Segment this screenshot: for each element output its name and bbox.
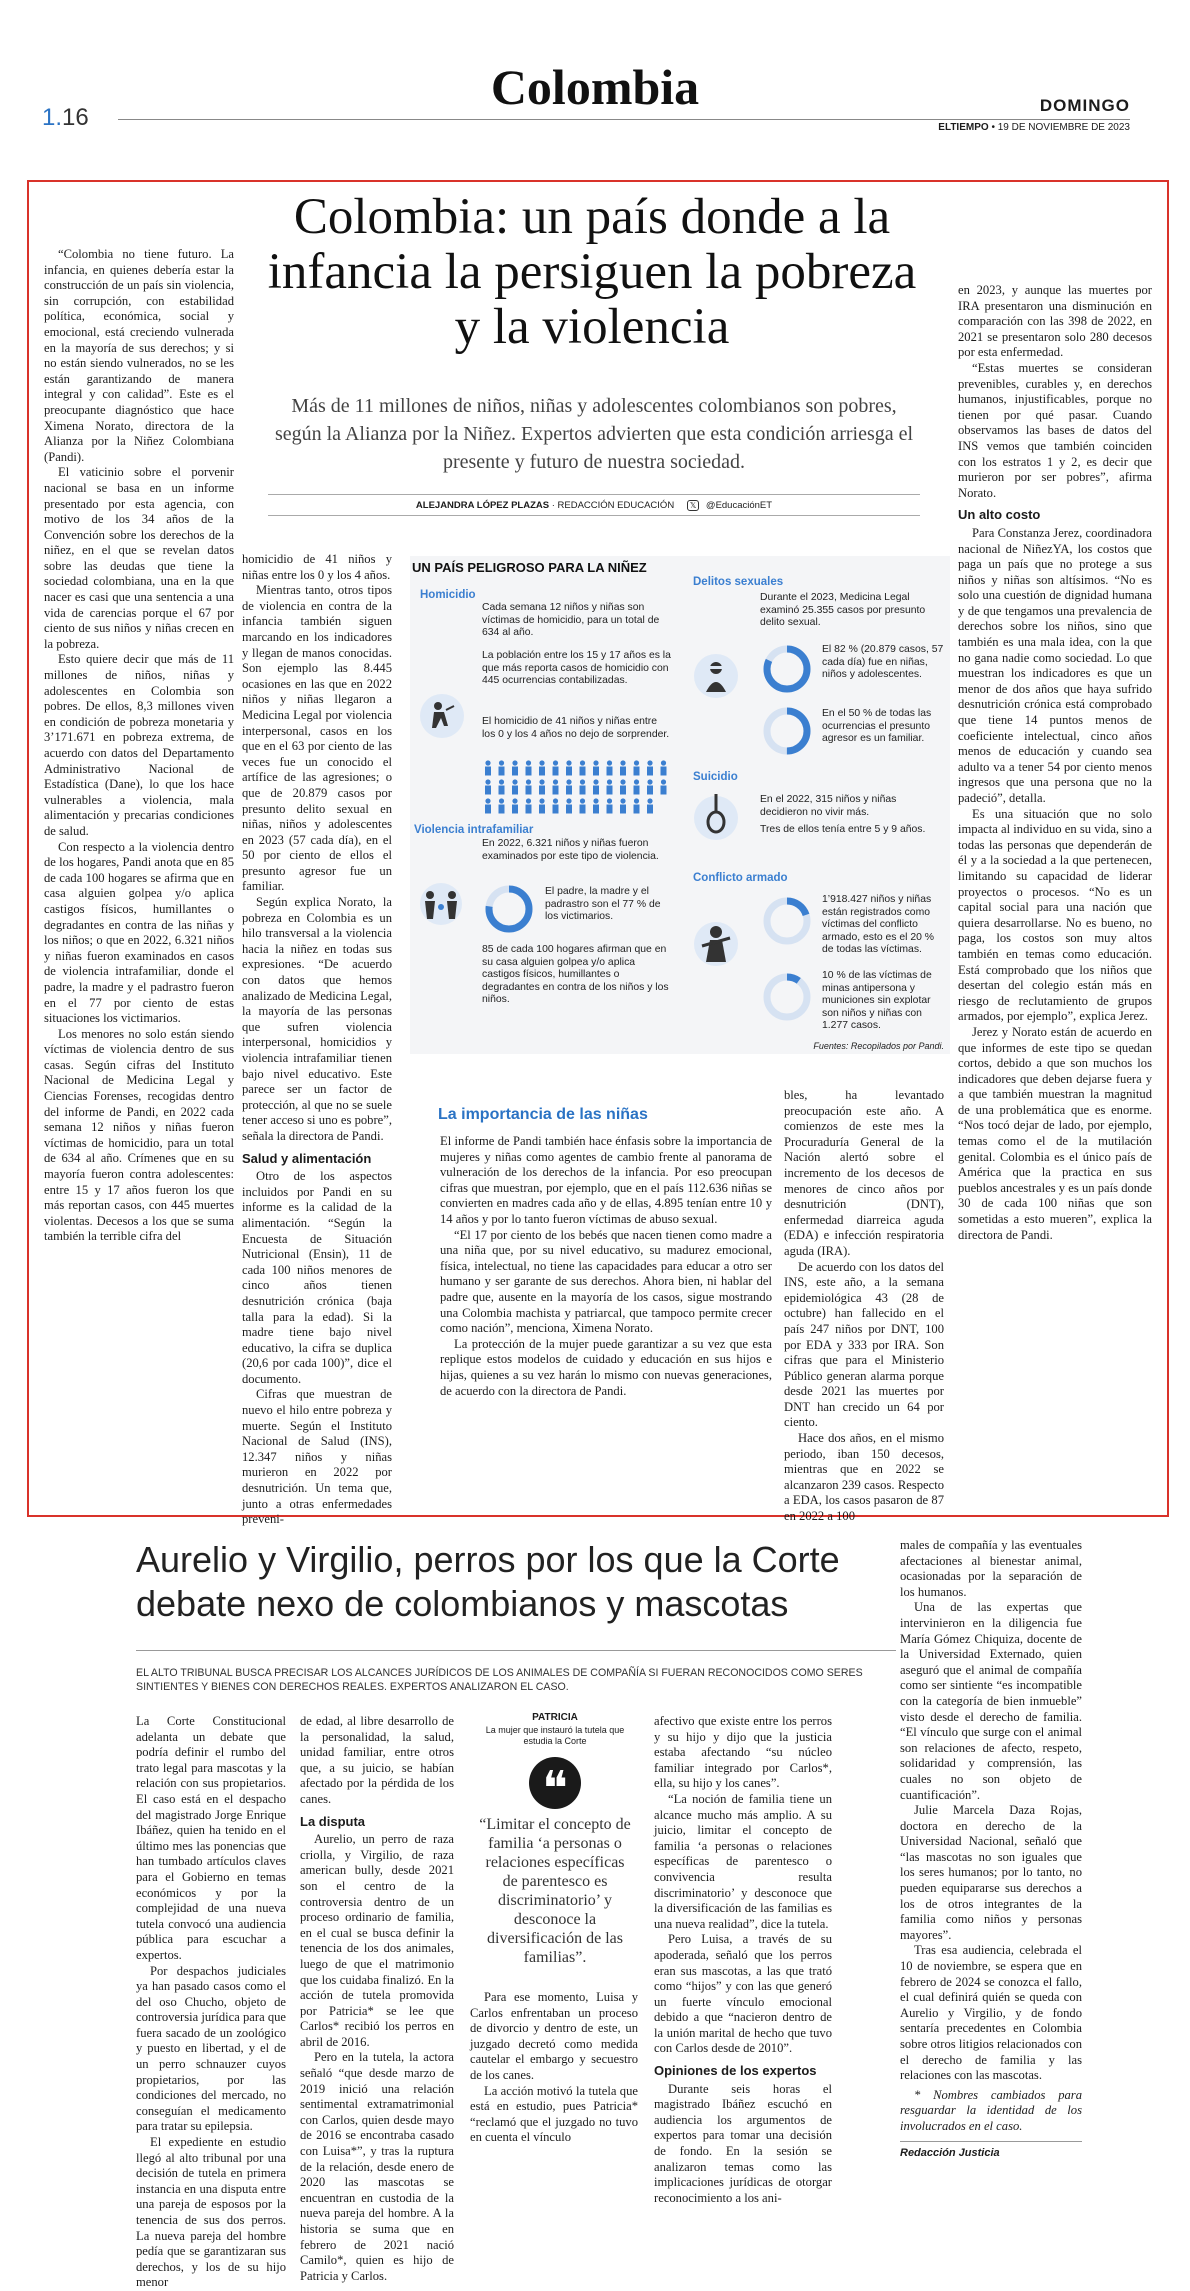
paragraph: Julie Marcela Daza Rojas, doctora en derecho de la Universidad Nacional, señaló que “las mascotas no son iguales que los seres humanos; por lo tanto, no pueden equipararse sus derechos a los de otros integrantes de la familia como niños y personas mayores”. bbox=[900, 1803, 1082, 1942]
article2-col-2 bbox=[300, 1714, 454, 2284]
mid-heading: La importancia de las niñas bbox=[438, 1106, 648, 1123]
paragraph: Para ese momento, Luisa y Carlos enfrentaban un proceso de divorcio y dentro de este, un juzgado decretó como medida cautelar el embargo y secuestro de los canes. bbox=[470, 1990, 638, 2082]
child-figure bbox=[499, 779, 505, 794]
child-figure bbox=[512, 760, 518, 775]
byline-handle: @EducaciónET bbox=[705, 500, 773, 511]
child-figure bbox=[593, 760, 599, 775]
vio-text-1: En 2022, 6.321 niños y niñas fueron examinados por este tipo de violencia. bbox=[482, 838, 659, 862]
paragraph: La Corte Constitucional adelanta un debate que podría definir el rumbo del trato legal para mascotas y la relación con sus propietarios. El caso está en el despacho del magistrado Jorge Enrique Ibáñez, quien ha tenido en el último mes las ponencias que han tumbado artículos claves para el Gobierno en temas económicos y por la complejidad de una nueva tutela convocó una audiencia pública para escuchar a expertos. bbox=[136, 1714, 286, 1962]
child-figure bbox=[661, 779, 667, 794]
article-title: Colombia: un país donde a la infancia la persiguen la pobreza y la violencia bbox=[267, 189, 917, 355]
child-figure bbox=[485, 779, 491, 794]
child-figure bbox=[526, 798, 532, 813]
child-figure bbox=[539, 779, 545, 794]
page-num: 16 bbox=[62, 104, 89, 131]
paragraph: El informe de Pandi también hace énfasis sobre la importancia de mujeres y niñas como agentes de cambio frente al panorama de vulneración de los derechos de la infancia. Por eso preocupan cifras que muestran, por ejemplo, que en el país 112.636 niñas se convierten en madres cada año y de ellas, 4.895 tenían entre 10 y 14 años y por lo tanto fueron víctimas de abuso sexual. bbox=[440, 1134, 772, 1226]
article2-col-5 bbox=[900, 1538, 1082, 2161]
paragraph: “Estas muertes se consideran prevenibles, curables y, en derechos humanos, injustificables, porque no tienen por qué pasar. Cuando observamos las bases de datos del INS vemos que también coinciden con los estratos 1 y 2, es decir que murieron por ser pobres”, afirma Norato. bbox=[958, 360, 1152, 500]
paragraph: “La noción de familia tiene un alcance mucho más amplio. A su juicio, limitar el concepto de familia ‘a personas o relaciones específicas de parentesco o convivencia resulta discriminatorio’ y desconoce que la diversificación de las familias es una nueva realidad”, dice la tutela. bbox=[654, 1791, 832, 1931]
child-figure bbox=[499, 798, 505, 813]
paragraph: Durante seis horas el magistrado Ibáñez escuchó en audiencia los argumentos de expertos para tomar una decisión de fondo. En la sesión se analizaron temas como las implicaciones jurídicas de otorgar reconocimiento a los ani- bbox=[654, 2081, 832, 2205]
paragraph: de edad, al libre desarrollo de la personalidad, la salud, unidad familiar, entre otros que, a su juicio, se habían afectado por la pérdida de los canes. bbox=[300, 1714, 454, 1806]
child-figure bbox=[647, 760, 653, 775]
child-figure bbox=[620, 760, 626, 775]
delitos-heading: Delitos sexuales bbox=[693, 576, 784, 588]
child-figure bbox=[607, 798, 613, 813]
hom-text-3: El homicidio de 41 niños y niñas entre los 0 y los 4 años no dejo de sorprender. bbox=[482, 716, 670, 740]
child-figure bbox=[593, 798, 599, 813]
paragraph: males de compañía y las eventuales afectaciones al bienestar animal, ocasionadas por la separación de los humanos. bbox=[900, 1538, 1082, 1599]
article2-col-1 bbox=[136, 1714, 286, 2291]
rope-icon bbox=[692, 792, 740, 849]
paragraph: Esto quiere decir que más de 11 millones de niños, niñas y adolescentes en Colombia son pobres. De ellos, 8,3 millones viven en condición de pobreza monetaria y 3’171.671 en pobreza extrema, de acuerdo con datos del Departamento Administrativo Nacional de Estadística (Dane), lo que los hace vulnerables a violencia, mala alimentación y precarias condiciones de salud. bbox=[44, 652, 234, 838]
page-prefix: 1. bbox=[42, 104, 63, 131]
suicidio-heading: Suicidio bbox=[693, 771, 738, 783]
paragraph: Los menores no solo están siendo víctimas de violencia dentro de sus casas. Según cifras del Instituto Nacional de Medicina Legal y Ciencias Forenses, recogidas dentro del informe de Pandi, en 2022 cada semana 12 niños y niñas fueron víctimas de homicidio, para un total de 634 al año. Crímenes que en su mayoría fueron contra adolescentes: entre 15 y 17 años fueron los que más reportan casos, con 445 muertes violentas. Decesos a los que se suma también la terrible cifra del bbox=[44, 1026, 234, 1244]
paragraph: “Colombia no tiene futuro. La infancia, en quienes debería estar la construcción de un país sin violencia, sin corrupción, con estabilidad política, económica, social y emocional, está creciendo vulnerada en la mayoría de sus derechos; y si no están siendo vulnerados, no se les están garantizando de manera integral y con calidad”. Este es el preocupante diagnóstico que hace Ximena Norato, directora de la Alianza por la Niñez Colombiana (Pandi). bbox=[44, 247, 234, 464]
conflicto-heading: Conflicto armado bbox=[693, 872, 788, 884]
child-figure bbox=[580, 798, 586, 813]
con-text-1: 1’918.427 niños y niñas están registrados como víctimas del conflicto armado, esto es el 20 % de todas las víctimas. bbox=[822, 894, 935, 956]
footnote: * Nombres cambiados para resguardar la identidad de los involucrados en el caso. bbox=[900, 2087, 1082, 2133]
infographic bbox=[410, 556, 950, 1054]
child-figure bbox=[580, 760, 586, 775]
article2-col-4 bbox=[654, 1714, 832, 2206]
article-col-2 bbox=[242, 552, 392, 1528]
subhead: Opiniones de los expertos bbox=[654, 2063, 817, 2079]
paragraph: El expediente en estudio llegó al alto tribunal por una decisión de tutela en primera instancia en una disputa entre una pareja de esposos por la tenencia de sus dos perros. La nueva pareja del hombre pedía que se garantizaran sus derechos, y los de su hijo menor bbox=[136, 2135, 286, 2290]
paragraph: Jerez y Norato están de acuerdo en que informes de este tipo se quedan cortos, debido a que son muchos los indicadores que deben dejarse fuera y a que también muestran la magnitud de una problemática que es enorme. “Nos tocó dejar de lado, por ejemplo, temas como el de la mutilación genital. Colombia es el único país de América que la practica en sus pueblos ancestrales y es un país donde 30 de cada 100 niñas que son sometidas a esto mueren”, explica la directora de Pandi. bbox=[958, 1024, 1152, 1242]
child-figure bbox=[607, 779, 613, 794]
child-figure bbox=[539, 798, 545, 813]
paragraph: homicidio de 41 niños y niñas entre los 0 y los 4 años. bbox=[242, 552, 392, 582]
soldier-icon bbox=[692, 916, 740, 977]
article2-deck: EL ALTO TRIBUNAL BUSCA PRECISAR LOS ALCANCES JURÍDICOS DE LOS ANIMALES DE COMPAÑÍA SI FUERAN RECONOCIDOS COMO SERES SINTIENTES Y BIENES CON DERECHOS REALES. EXPERTOS ANALIZARON EL CASO. bbox=[136, 1667, 863, 1693]
article2-rule bbox=[136, 1650, 896, 1651]
byline-row bbox=[268, 494, 920, 516]
article-col-right bbox=[958, 283, 1152, 1243]
header-day: DOMINGO bbox=[1039, 96, 1130, 115]
subhead: La disputa bbox=[300, 1813, 366, 1829]
vio-text-2: El padre, la madre y el padrastro son el 77 % de los victimarios. bbox=[545, 886, 661, 923]
figures-grid bbox=[480, 756, 675, 816]
paragraph: Pero Luisa, a través de su apoderada, señaló que los perros eran sus mascotas, a las que trató como “hijos” y con las que generó un fuerte vínculo emocional debido a que “nacieron dentro de la unión marital de hecho que tuvo con Carlos desde de 2010”. bbox=[654, 1932, 832, 2056]
header-date bbox=[938, 122, 1130, 133]
child-figure bbox=[607, 760, 613, 775]
article2-title: Aurelio y Virgilio, perros por los que la Corte debate nexo de colombianos y mascotas bbox=[136, 1539, 840, 1624]
child-figure bbox=[526, 760, 532, 775]
child-figure bbox=[566, 760, 572, 775]
del-ring-2 bbox=[760, 704, 814, 758]
vio-ring bbox=[482, 882, 536, 936]
paragraph: “El 17 por ciento de los bebés que nacen tienen como madre a una niña que, por su nivel educativo, su madurez emocional, física, intelectual, no tiene las capacidades para educar a otro ser humano y ser garante de sus derechos. Ahora bien, ni hablar del padre que, ausente en la mayoría de los casos, sigue mostrando una Colombia machista y patriarcal, que tampoco permite crecer como nación”, menciona, Ximena Norato. bbox=[440, 1227, 772, 1336]
child-figure bbox=[485, 760, 491, 775]
quote-desc: La mujer que instauró la tutela que estudia la Corte bbox=[485, 1725, 625, 1746]
con-ring-1 bbox=[760, 894, 814, 948]
paragraph: Aurelio, un perro de raza criolla, y Virgilio, de raza american bully, desde 2021 son el centro de la controversia dentro de un proceso ordinario de familia, en el cual se busca definir la tenencia de los dos animales, luego de que el matrimonio que los cuidaba finalizó. En la acción de tutela promovida por Patricia* se lee que Carlos* recibió los perros en abril de 2016. bbox=[300, 1832, 454, 2049]
paragraph: Para Constanza Jerez, coordinadora nacional de NiñezYA, los costos que paga un país que no protege a sus niños y niñas son altísimos. “No es solo una cuestión de dignidad humana y de que tengamos una prevalencia de derechos sobre los niños, sino que también es una mala idea, con la que no gana nadie como sociedad. Lo que muestran los indicadores es que un menor de dos años que haya sufrido desnutrición crónica está comprobado que tiene 14 puntos menos de coeficiente intelectual, cinco años menos de educación y cuando sea adulto va a tener 54 por ciento menos ingresos que una persona que no la padeció”, detalla. bbox=[958, 525, 1152, 805]
byline-dept: · REDACCIÓN EDUCACIÓN bbox=[551, 500, 675, 511]
quote-name: PATRICIA bbox=[532, 1712, 578, 1723]
paragraph: afectivo que existe entre los perros y su hijo y dijo que la justicia estaba afectando “su núcleo familiar integrado por Carlos*, ella, su hijo y los canes”. bbox=[654, 1714, 832, 1791]
article-col-mid2 bbox=[784, 1088, 944, 1525]
child-figure bbox=[593, 779, 599, 794]
paragraph: El vaticinio sobre el porvenir nacional se basa en un informe presentado por esta agencia, con motivo de los 34 años de la Convención sobre los derechos de la niñez, en el que se revelan datos sobre las deudas que tiene la sociedad colombiana, una en la que nacer es casi que una sentencia a una vida de carencias porque el 67 por ciento de sus niños y niñas crecen en la pobreza. bbox=[44, 465, 234, 651]
child-figure bbox=[634, 798, 640, 813]
article-col-mid bbox=[440, 1134, 772, 1399]
date-text: • 19 DE NOVIEMBRE DE 2023 bbox=[991, 122, 1130, 133]
child-figure bbox=[553, 779, 559, 794]
con-ring-2 bbox=[760, 970, 814, 1024]
article-lede: Más de 11 millones de niños, niñas y adolescentes colombianos son pobres, según la Alianza por la Niñez. Expertos advierten que esta condición arriesga el presente y futuro de nuestra sociedad. bbox=[274, 395, 914, 473]
paragraph: Hace dos años, en el mismo periodo, iban 150 decesos, mientras que en 2022 se alcanzaron 239 casos. Respecto a EDA, los casos pasaron de 87 en 2022 a 100 bbox=[784, 1431, 944, 1524]
violencia-heading: Violencia intrafamiliar bbox=[414, 824, 534, 836]
con-text-2: 10 % de las víctimas de minas antipersona y municiones sin explotar son niños y niñas con 1.277 casos. bbox=[822, 970, 932, 1032]
child-figure bbox=[512, 798, 518, 813]
paragraph: Mientras tanto, otros tipos de violencia en contra de la infancia también siguen marcando en los indicadores y llegan de manos conocidas. Son ejemplo las 8.445 ocasiones en las que en 2022 niños y niñas llegaron a Medicina Legal por violencia interpersonal, casos en los que en el 63 por ciento de las veces fue un conocido el artífice de las agresiones; o que de 20.879 casos por presunto delito sexual en niñas, niños y adolescentes en 2023 (57 cada día), en el 50 por ciento de ellos el presunto agresor fue un familiar. bbox=[242, 583, 392, 894]
infographic-source: Fuentes: Recopilados por Pandi. bbox=[813, 1041, 944, 1051]
paragraph: Tras esa audiencia, celebrada el 10 de noviembre, se espera que en febrero de 2024 se conozca el fallo, el cual definirá quién se queda con Aurelio y Virgilio, y de fondo sentaría precedentes en Colombia sobre otros litigios relacionados con el derecho de familia y las relaciones con las mascotas. bbox=[900, 1943, 1082, 2083]
child-figure bbox=[526, 779, 532, 794]
paragraph: Es una situación que no solo impacta al individuo en su vida, sino a todas las personas que dependerán de él y a la sociedad a la que pertenecen, limitando su capacidad de liderar proyectos o procesos. “No es un capital social para una nación que quiera desarrollarse. No es bueno, no paga, los costos son muy altos también en temas como educación. Está comprobado que los niños que desertan del colegio están más en riesgo de reclutamiento de grupos armados, por ejemplo”, explica Jerez. bbox=[958, 806, 1152, 1024]
byline-author: ALEJANDRA LÓPEZ PLAZAS bbox=[415, 500, 550, 511]
page-header bbox=[0, 0, 1190, 140]
child-figure bbox=[539, 760, 545, 775]
quote-text: “Limitar el concepto de familia ‘a personas o relaciones específicas de parentesco es discriminatorio’ y desconoce la diversificación de las familias”. bbox=[479, 1816, 631, 1966]
del-text-2: El 82 % (20.879 casos, 57 cada día) fue en niñas, niños y adolescentes. bbox=[822, 644, 944, 681]
signature: Redacción Justicia bbox=[900, 2141, 1082, 2162]
page-number bbox=[42, 104, 89, 132]
child-figure bbox=[566, 779, 572, 794]
child-figure bbox=[634, 779, 640, 794]
family-icon bbox=[410, 881, 472, 932]
child-figure bbox=[553, 760, 559, 775]
paragraph: en 2023, y aunque las muertes por IRA presentaron una disminución en comparación con las 398 de 2022, en 2021 se presentaron solo 280 decesos por esta enfermedad. bbox=[958, 283, 1152, 360]
subhead: Salud y alimentación bbox=[242, 1150, 372, 1166]
vio-text-3: 85 de cada 100 hogares afirman que en su casa alguien golpea y/o aplica castigos físicos, humillantes o degradantes en contra de los niños y los niños. bbox=[482, 944, 669, 1006]
child-icon bbox=[692, 652, 740, 705]
child-figure bbox=[566, 798, 572, 813]
paragraph: Pero en la tutela, la actora señaló “que desde marzo de 2019 inició una relación sentimental extramatrimonial con Carlos, quien desde mayo de 2016 se encontraba casado con Luisa*”, y tras la ruptura de la relación, desde enero de 2020 las mascotas se encuentran en custodia de la nueva pareja del hombre. A la historia se suma que en febrero de 2021 nació Camilo*, quien es hijo de Patricia y Carlos. bbox=[300, 2050, 454, 2283]
child-figure bbox=[485, 798, 491, 813]
paragraph: Otro de los aspectos incluidos por Pandi en su informe es la calidad de la alimentación. “Según la Encuesta de Situación Nutricional (Ensin), 11 de cada 100 niños menores de cinco años tienen desnutrición crónica (baja talla para la edad). Si la madre tiene bajo nivel educativo, la cifra se duplica (20,6 por cada 100)”, dice el documento. bbox=[242, 1169, 392, 1386]
child-figure bbox=[634, 760, 640, 775]
hom-text-1: Cada semana 12 niños y niñas son víctimas de homicidio, para un total de 634 al año. bbox=[482, 602, 660, 639]
del-ring-1 bbox=[760, 642, 814, 696]
child-figure bbox=[661, 760, 667, 775]
paragraph: La protección de la mujer puede garantizar a su vez que esta replique estos modelos de cuidado y educación en sus hijos e hijas, quienes a su vez harán lo mismo con nuevas generaciones, de acuerdo con la directora de Pandi. bbox=[440, 1336, 772, 1398]
paragraph: Con respecto a la violencia dentro de los hogares, Pandi anota que en 85 de cada 100 hogares se afirma que en casa alguien golpea y/o aplica castigos físicos, humillantes o degradantes en contra de las niñas y los niños; o que en 2022, 6.321 niños y niñas fueron examinados en casos de violencia intrafamiliar, donde el padre, la madre y el padrastro fueron en el 77 por ciento de estas situaciones los victimarios. bbox=[44, 839, 234, 1026]
subhead: Un alto costo bbox=[958, 507, 1041, 523]
article2-col-3 bbox=[470, 1990, 638, 2146]
paragraph: Una de las expertas que intervinieron en la diligencia fue María Gómez Chiquiza, docente de la Universidad Externado, quien aseguró que el animal de compañía como ser sintiente “es incompatible con la categoría de bien inmueble” visto desde el derecho de familia. “El vínculo que surge con el animal son relaciones de afecto, respeto, solidaridad y comprensión, las cuales no son objeto de cuantificación”. bbox=[900, 1600, 1082, 1802]
ring-track bbox=[767, 977, 807, 1017]
sui-text-1: En el 2022, 315 niños y niñas decidieron no vivir más. bbox=[760, 794, 897, 818]
paragraph: De acuerdo con los datos del INS, este año, a la semana epidemiológica 43 (28 de octubre) han fallecido en el país 247 niños por DNT, 100 por EDA y 333 por IRA. Son cifras que para el Ministerio Público generan alarma porque desde 2021 las muertes por DNT han crecido un 64 por ciento. bbox=[784, 1259, 944, 1430]
del-text-3: En el 50 % de todas las ocurrencias el presunto agresor es un familiar. bbox=[822, 708, 932, 745]
section-title: Colombia bbox=[490, 59, 700, 115]
quote-icon: ❝ bbox=[529, 1757, 581, 1809]
child-figure bbox=[620, 779, 626, 794]
homicidio-heading: Homicidio bbox=[420, 589, 476, 601]
homicide-icon bbox=[418, 692, 466, 745]
quote-box bbox=[470, 1712, 640, 1966]
child-figure bbox=[553, 798, 559, 813]
x-icon: 𝕏 bbox=[687, 500, 699, 511]
child-figure bbox=[499, 760, 505, 775]
child-figure bbox=[580, 779, 586, 794]
hom-text-2: La población entre los 15 y 17 años es la que más reporta casos de homicidio con 445 ocurrencias contabilizadas. bbox=[482, 650, 671, 687]
header-rule bbox=[118, 119, 1130, 120]
paper-name: ELTIEMPO bbox=[938, 122, 989, 133]
sui-text-2: Tres de ellos tenía entre 5 y 9 años. bbox=[760, 824, 926, 835]
article-col-1 bbox=[44, 247, 234, 1245]
paragraph: La acción motivó la tutela que está en estudio, pues Patricia* “reclamó que el juzgado no tuvo en cuenta el vínculo bbox=[470, 2083, 638, 2145]
child-figure bbox=[620, 798, 626, 813]
infographic-title: UN PAÍS PELIGROSO PARA LA NIÑEZ bbox=[412, 560, 647, 575]
paragraph: Por despachos judiciales ya han pasado casos como el del oso Chucho, objeto de controversia jurídica para que fuera sacado de un zoológico y puesto en libertad, y el de un perro schnauzer cuyos propietarios, por las condiciones del mercado, no conseguían el medicamento para tratar su epilepsia. bbox=[136, 1963, 287, 2134]
paragraph: bles, ha levantado preocupación este año. A comienzos de este mes la Procuraduría General de la Nación alertó sobre el incremento de los decesos de menores de cinco años por desnutrición (DNT), enfermedad diarreica aguda (EDA) e infección respiratoria aguda (IRA). bbox=[784, 1088, 944, 1258]
paragraph: Cifras que muestran de nuevo el hilo entre pobreza y muerte. Según el Instituto Nacional de Salud (INS), 12.347 niños y niñas murieron en 2022 por desnutrición. Un tema que, junto a otras enfermedades preveni- bbox=[242, 1387, 392, 1527]
paragraph: Según explica Norato, la pobreza en Colombia es un hilo transversal a la violencia hacia la niñez en todas sus expresiones. “De acuerdo con datos que hemos analizado de Medicina Legal, la mayoría de las personas que sufren violencia interpersonal, homicidios y violencia intrafamiliar tienen bajo nivel educativo. Este parece ser un factor de protección, al que no se suele tener acceso si uno es pobre”, señala la directora de Pandi. bbox=[242, 895, 392, 1143]
del-text-1: Durante el 2023, Medicina Legal examinó 25.355 casos por presunto delito sexual. bbox=[760, 592, 926, 629]
child-figure bbox=[647, 779, 653, 794]
child-figure bbox=[512, 779, 518, 794]
child-figure bbox=[647, 798, 653, 813]
